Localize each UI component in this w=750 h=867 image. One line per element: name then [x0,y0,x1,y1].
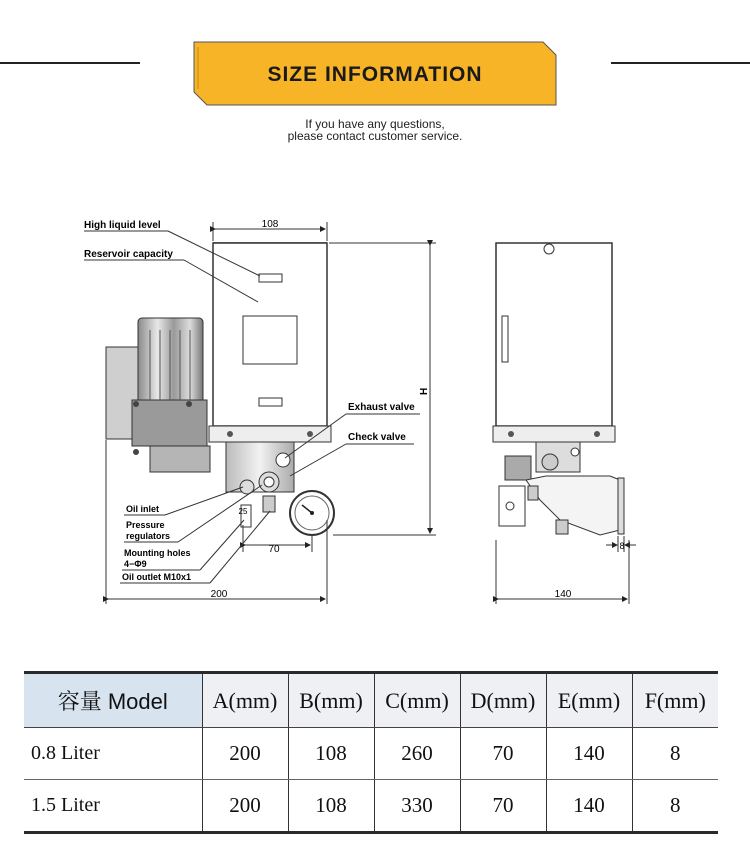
header-c: C(mm) [374,673,460,728]
dim-108: 108 [261,219,279,230]
contact-note-line-1: If you have any questions, [305,117,445,131]
reservoir [209,243,331,442]
motor [106,318,210,472]
banner-title: SIZE INFORMATION [267,63,483,86]
label-oil-inlet: Oil inlet [126,504,160,514]
size-table [24,671,718,834]
header-model: 容量 Model [24,673,202,728]
cell-a: 200 [202,780,288,833]
label-oil-outlet: Oil outlet M10x1 [122,572,192,582]
header-b: B(mm) [288,673,374,728]
contact-note [200,118,550,142]
dim-25: 25 [238,507,248,516]
table-header-row [24,673,718,728]
header-e: E(mm) [546,673,632,728]
label-mounting-holes: Mounting holes [124,548,191,558]
label-check-valve: Check valve [348,432,406,443]
cell-c: 330 [374,780,460,833]
label-high-liquid-level: High liquid level [84,220,161,231]
cell-model: 1.5 Liter [24,780,202,833]
table-row [24,780,718,833]
cell-d: 70 [460,780,546,833]
cell-e: 140 [546,780,632,833]
side-view [493,243,636,604]
technical-drawing [0,200,750,610]
label-reservoir-capacity: Reservoir capacity [84,249,173,260]
left-divider-line [0,62,140,64]
dim-140: 140 [554,589,572,600]
cell-b: 108 [288,780,374,833]
table-row [24,728,718,780]
cell-model: 0.8 Liter [24,728,202,780]
front-view [84,219,436,604]
label-pressure-1: Pressure [126,520,165,530]
label-mounting-holes-spec: 4−Φ9 [124,559,147,569]
cell-b: 108 [288,728,374,780]
cell-c: 260 [374,728,460,780]
label-pressure-2: regulators [126,531,171,541]
size-information-banner [193,41,557,106]
cell-d: 70 [460,728,546,780]
cell-f: 8 [632,780,718,833]
contact-note-line-2: please contact customer service. [287,129,463,143]
label-exhaust-valve: Exhaust valve [348,402,415,413]
cell-e: 140 [546,728,632,780]
right-divider-line [611,62,750,64]
header-f: F(mm) [632,673,718,728]
dim-200: 200 [210,589,228,600]
header-d: D(mm) [460,673,546,728]
cell-f: 8 [632,728,718,780]
dim-8: 8 [619,541,625,551]
cell-a: 200 [202,728,288,780]
header-a: A(mm) [202,673,288,728]
dim-h: H [419,387,430,395]
dim-70: 70 [268,544,280,555]
